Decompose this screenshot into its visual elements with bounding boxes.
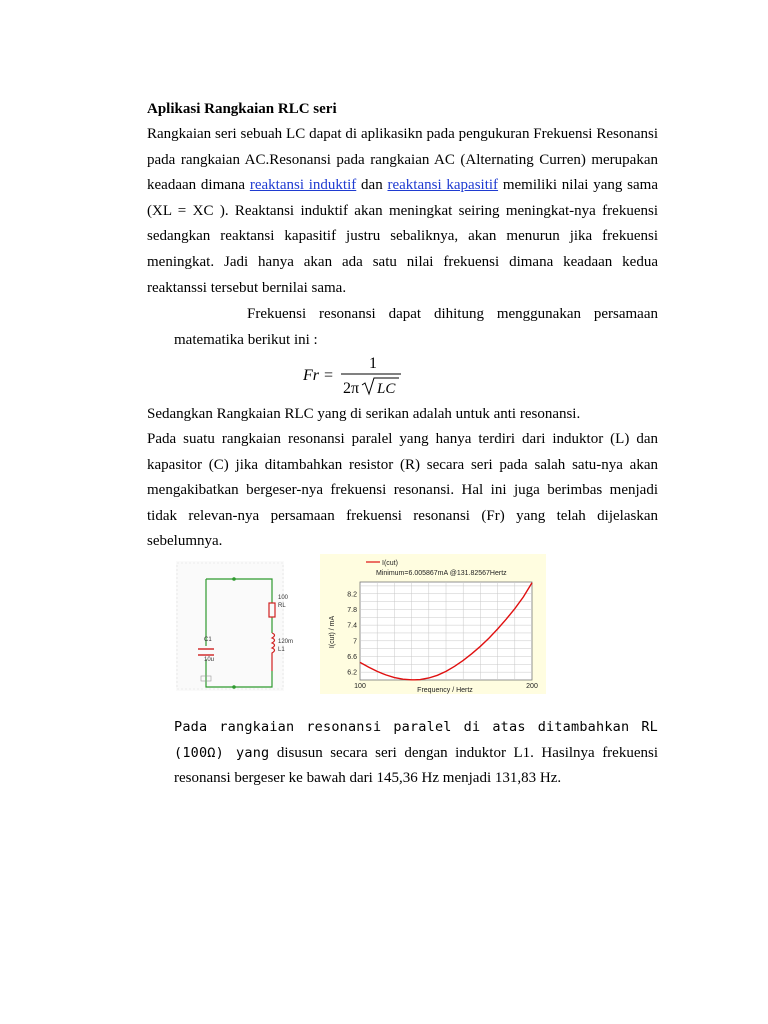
frequency-response-chart — [320, 554, 546, 694]
x-tick-label: 200 — [526, 683, 538, 690]
paragraph-intro — [147, 122, 658, 301]
chart-x-label: Frequency / Hertz — [417, 687, 473, 694]
resistor-value: 100 — [278, 595, 289, 601]
formula-numerator: 1 — [369, 355, 377, 372]
circuit-background — [176, 561, 284, 691]
top-node — [232, 577, 236, 581]
intro-text-3: memiliki nilai yang sama (XL = XC ). Reaktansi induktif akan meningkat seiring meningkat-nya frekuensi sedangkan reaktansi kapasitif justru sebaliknya, akan menurun jika frekuensi meningkat. Jadi hanya akan ada satu nilai frekuensi dimana keadaan kedua reaktanssi tersebut bernilai sama. — [147, 177, 658, 296]
x-tick-label: 100 — [354, 683, 366, 690]
section-title: Aplikasi Rangkaian RLC seri — [147, 101, 337, 117]
y-tick-label: 7.4 — [347, 622, 357, 630]
chart-y-label: I(cut) / mA — [329, 615, 336, 649]
conclusion-rest: disusun secara seri dengan induktor L1. Hasilnya frekuensi resonansi bergeser ke bawah dari 145,36 Hz menjadi 131,83 Hz. — [174, 744, 658, 787]
formula-denominator-prefix: 2π — [343, 380, 360, 397]
y-tick-label: 8.2 — [347, 591, 357, 599]
formula-radicand: LC — [377, 381, 396, 397]
intro-text-2: dan — [356, 177, 388, 194]
legend-entry-minimum: Minimum=6.005867mA @131.82567Hertz — [376, 570, 507, 577]
intro-text-1: Rangkaian seri sebuah LC dapat di aplikasikn pada pengukuran Frekuensi Resonansi pada rangkaian AC.Resonansi pada rangkaian AC (Alternating Curren) merupakan keadaan dimana — [147, 126, 658, 194]
bottom-node — [232, 685, 236, 689]
formula-lhs: Fr = — [303, 367, 334, 384]
paragraph-conclusion — [174, 715, 658, 792]
link-reaktansi-induktif[interactable]: reaktansi induktif — [249, 177, 357, 194]
y-tick-label: 6.6 — [347, 653, 357, 661]
y-tick-label: 7.8 — [347, 606, 357, 614]
circuit-diagram — [176, 561, 294, 691]
capacitor-value: 10u — [204, 657, 215, 663]
y-tick-label: 7 — [353, 638, 357, 646]
conclusion-first-line: Pada rangkaian resonansi paralel di atas ditambahkan RL (100Ω) yang — [174, 719, 658, 761]
capacitor-name: C1 — [204, 637, 212, 643]
link-reaktansi-kapasitif[interactable]: reaktansi kapasitif — [387, 177, 499, 194]
paragraph-parallel-resonance: Pada suatu rangkaian resonansi paralel yang hanya terdiri dari induktor (L) dan kapasitor (C) jika ditambahkan resistor (R) secara seri pada salah satu-nya akan mengakibatkan bergeser-nya frekuensi resonansi. Hal ini juga berimbas menjadi tidak relevan-nya persamaan frekuensi resonansi (Fr) yang telah dijelaskan sebelumnya. — [147, 431, 658, 550]
legend-entry-series: I(cut) — [382, 560, 398, 567]
paragraph-anti-resonance: Sedangkan Rangkaian RLC yang di serikan adalah untuk anti resonansi. — [147, 406, 581, 422]
y-tick-label: 6.2 — [347, 669, 357, 677]
paragraph-formula-intro: Frekuensi resonansi dapat dihitung menggunakan persamaan matematika berikut ini : — [174, 306, 658, 348]
resistor-name: RL — [278, 603, 286, 609]
inductor-name: L1 — [278, 647, 285, 653]
inductor-value: 120m — [278, 639, 294, 645]
resonance-formula — [303, 352, 413, 398]
